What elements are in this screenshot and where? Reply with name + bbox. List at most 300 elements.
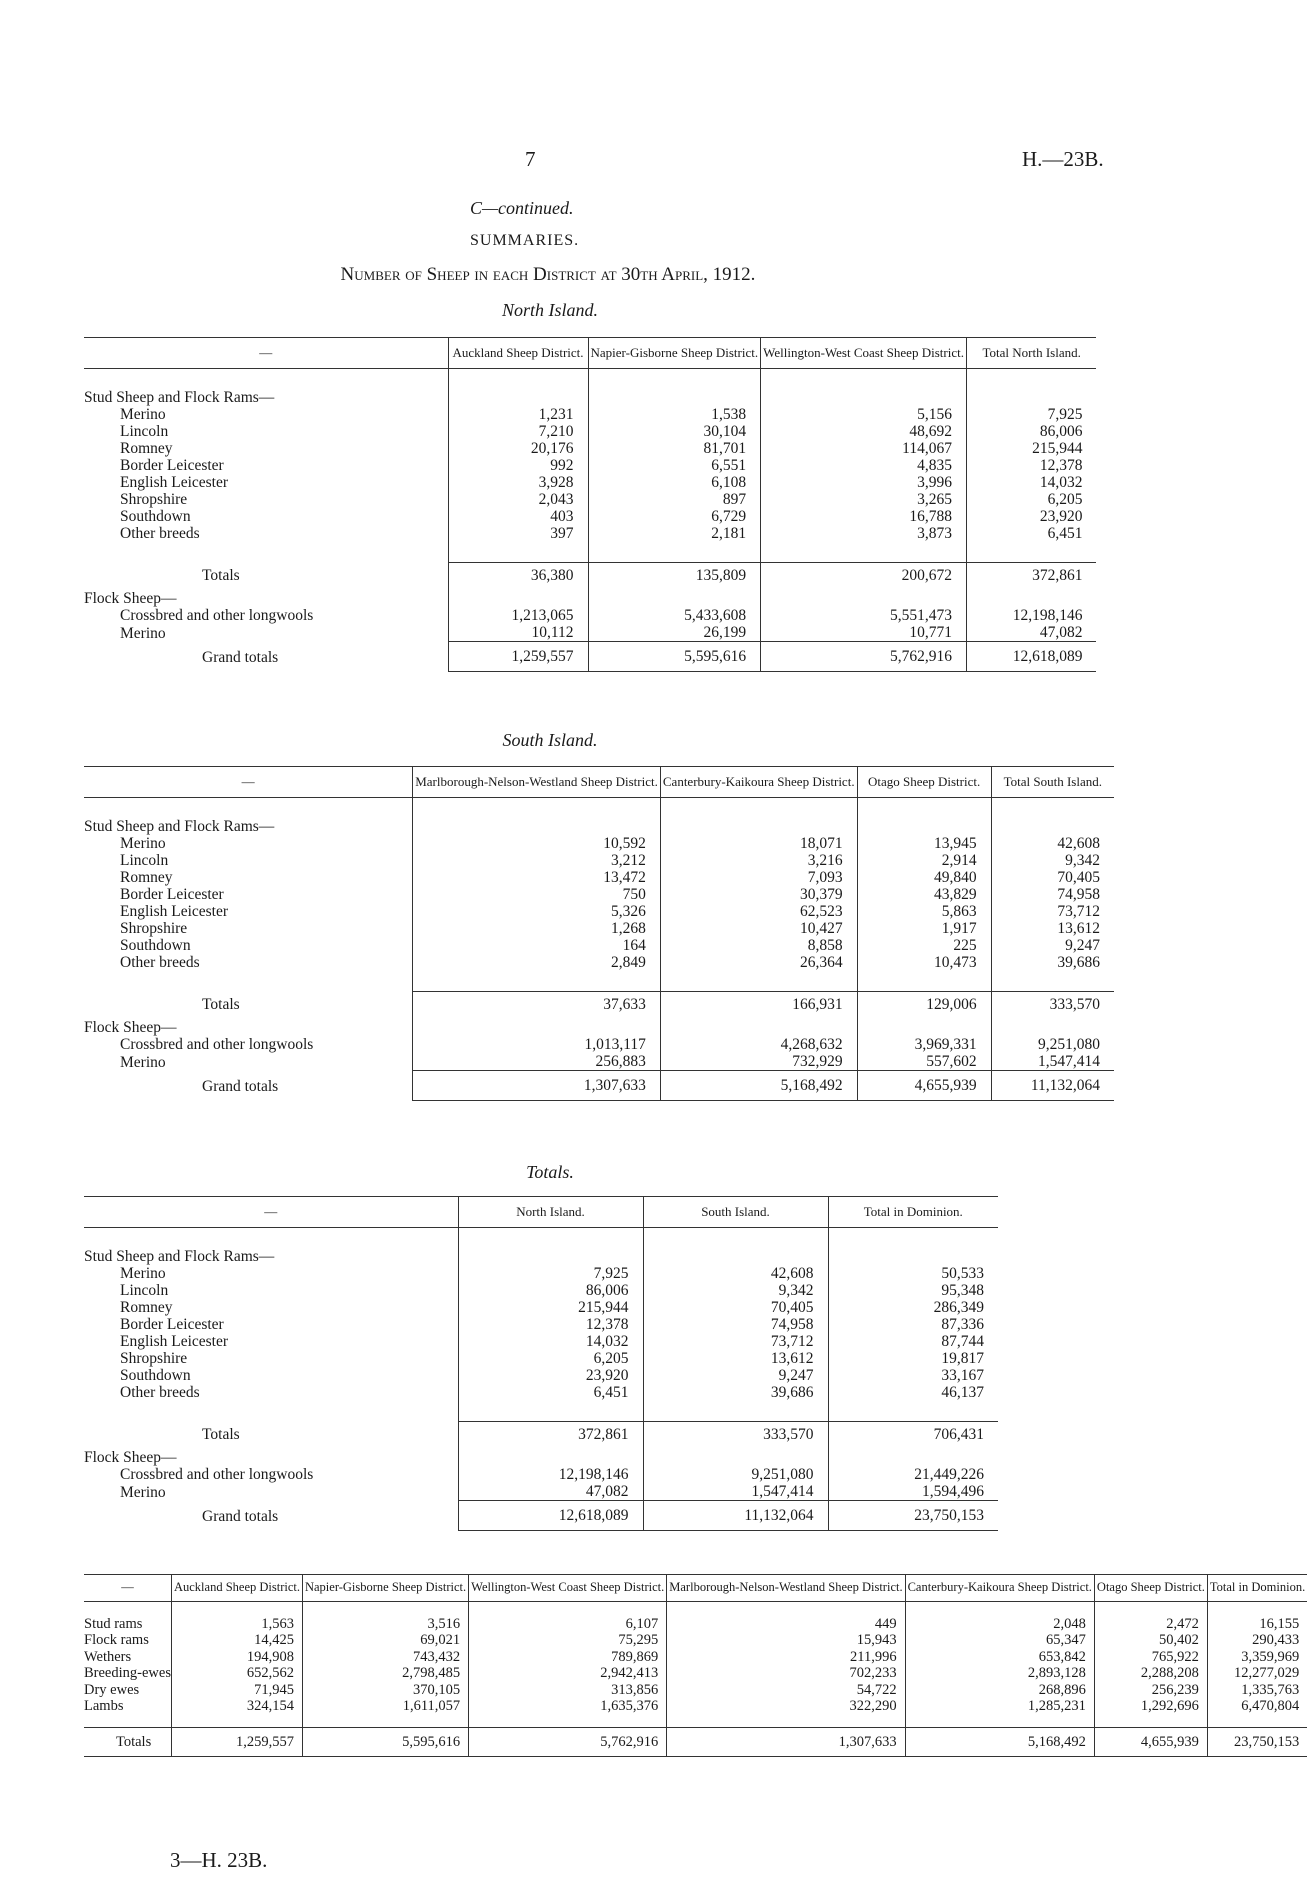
table-row xyxy=(84,1649,1307,1666)
table-row xyxy=(84,406,1096,423)
cell-value: 9,342 xyxy=(991,852,1114,869)
cell-value: 23,920 xyxy=(458,1367,643,1384)
total-value: 4,655,939 xyxy=(1094,1727,1207,1757)
totals-row xyxy=(84,1422,998,1450)
row-label: Stud rams xyxy=(84,1615,143,1632)
column-header: Otago Sheep District. xyxy=(1094,1575,1207,1602)
page-number: 7 xyxy=(525,147,536,171)
cell-value: 194,908 xyxy=(171,1649,302,1666)
totals-label: Totals xyxy=(202,996,240,1013)
row-label: Other breeds xyxy=(120,954,200,971)
row-label: Merino xyxy=(120,624,166,642)
column-header: Otago Sheep District. xyxy=(857,767,991,798)
column-header: Total in Dominion. xyxy=(1207,1575,1307,1602)
cell-value: 403 xyxy=(448,508,588,525)
cell-value: 6,451 xyxy=(458,1384,643,1401)
cell-value: 15,943 xyxy=(667,1632,905,1649)
table-row xyxy=(84,1466,998,1483)
cell-value: 2,942,413 xyxy=(469,1665,667,1682)
cell-value: 10,771 xyxy=(761,624,967,642)
row-label: Crossbred and other longwools xyxy=(120,1036,314,1053)
cell-value: 1,547,414 xyxy=(643,1483,828,1501)
row-label: Dry ewes xyxy=(84,1681,140,1698)
row-label: Border Leicester xyxy=(120,1316,224,1333)
cell-value: 26,364 xyxy=(660,954,857,971)
table-row xyxy=(84,1053,1114,1071)
cell-value: 256,239 xyxy=(1094,1682,1207,1699)
cell-value: 732,929 xyxy=(660,1053,857,1071)
row-label: Crossbred and other longwools xyxy=(120,607,314,624)
cell-value: 2,914 xyxy=(857,852,991,869)
row-label: Lincoln xyxy=(120,1282,169,1299)
grand-total-value: 12,618,089 xyxy=(458,1501,643,1531)
total-value: 5,762,916 xyxy=(469,1727,667,1757)
grand-totals-row xyxy=(84,1071,1114,1101)
row-label: English Leicester xyxy=(120,474,229,491)
cell-value: 13,612 xyxy=(643,1350,828,1367)
south-island-table xyxy=(84,766,1114,1101)
cell-value: 19,817 xyxy=(828,1350,998,1367)
cell-value: 9,247 xyxy=(643,1367,828,1384)
row-label: Other breeds xyxy=(120,525,200,542)
cell-value: 9,251,080 xyxy=(643,1466,828,1483)
total-value: 1,259,557 xyxy=(171,1727,302,1757)
cell-value: 449 xyxy=(667,1616,905,1633)
cell-value: 2,048 xyxy=(905,1616,1094,1633)
total-value: 36,380 xyxy=(448,563,588,591)
table-row xyxy=(84,440,1096,457)
cell-value: 5,863 xyxy=(857,903,991,920)
table-row xyxy=(84,1350,998,1367)
total-value: 23,750,153 xyxy=(1207,1727,1307,1757)
grand-total-value: 5,595,616 xyxy=(588,642,761,672)
row-label: English Leicester xyxy=(120,903,229,920)
table-row xyxy=(84,1483,998,1501)
table-row xyxy=(84,1333,998,1350)
cell-value: 557,602 xyxy=(857,1053,991,1071)
cell-value: 86,006 xyxy=(966,423,1096,440)
summaries-heading: SUMMARIES. xyxy=(470,232,580,249)
totals-label: Totals xyxy=(202,567,240,584)
group-label: Flock Sheep— xyxy=(84,1019,177,1036)
grand-total-value: 5,762,916 xyxy=(761,642,967,672)
cell-value: 1,335,763 xyxy=(1207,1682,1307,1699)
cell-value: 1,231 xyxy=(448,406,588,423)
cell-value: 322,290 xyxy=(667,1698,905,1715)
cell-value: 750 xyxy=(413,886,661,903)
group-label: Flock Sheep— xyxy=(84,1449,177,1466)
cell-value: 370,105 xyxy=(302,1682,468,1699)
cell-value: 3,516 xyxy=(302,1616,468,1633)
table-row xyxy=(84,1665,1307,1682)
cell-value: 1,538 xyxy=(588,406,761,423)
cell-value: 23,920 xyxy=(966,508,1096,525)
cell-value: 12,277,029 xyxy=(1207,1665,1307,1682)
row-label: Southdown xyxy=(120,1367,191,1384)
cell-value: 8,858 xyxy=(660,937,857,954)
cell-value: 62,523 xyxy=(660,903,857,920)
grand-total-value: 5,168,492 xyxy=(660,1071,857,1101)
table-row xyxy=(84,607,1096,624)
cell-value: 13,945 xyxy=(857,835,991,852)
cell-value: 13,472 xyxy=(413,869,661,886)
cell-value: 6,107 xyxy=(469,1616,667,1633)
table-row xyxy=(84,903,1114,920)
cell-value: 86,006 xyxy=(458,1282,643,1299)
table-row xyxy=(84,1265,998,1282)
column-header: Wellington-West Coast Sheep District. xyxy=(469,1575,667,1602)
north-island-title: North Island. xyxy=(501,300,598,320)
cell-value: 2,288,208 xyxy=(1094,1665,1207,1682)
cell-value: 992 xyxy=(448,457,588,474)
row-label: Lincoln xyxy=(120,852,169,869)
cell-value: 225 xyxy=(857,937,991,954)
cell-value: 2,472 xyxy=(1094,1616,1207,1633)
cell-value: 397 xyxy=(448,525,588,542)
cell-value: 7,925 xyxy=(458,1265,643,1282)
totals-label: Totals xyxy=(202,1426,240,1443)
cell-value: 26,199 xyxy=(588,624,761,642)
group-label: Stud Sheep and Flock Rams— xyxy=(84,1248,275,1265)
total-value: 706,431 xyxy=(828,1422,998,1450)
totals-row xyxy=(84,992,1114,1020)
cell-value: 70,405 xyxy=(643,1299,828,1316)
cell-value: 3,216 xyxy=(660,852,857,869)
table-row xyxy=(84,1316,998,1333)
row-label: Romney xyxy=(120,869,173,886)
cell-value: 47,082 xyxy=(966,624,1096,642)
cell-value: 10,112 xyxy=(448,624,588,642)
column-header: Canterbury-Kaikoura Sheep District. xyxy=(905,1575,1094,1602)
column-header: Total South Island. xyxy=(991,767,1114,798)
cell-value: 39,686 xyxy=(643,1384,828,1401)
row-label: Romney xyxy=(120,440,173,457)
row-label: Merino xyxy=(120,835,166,852)
cell-value: 30,379 xyxy=(660,886,857,903)
cell-value: 71,945 xyxy=(171,1682,302,1699)
cell-value: 12,378 xyxy=(966,457,1096,474)
table-row xyxy=(84,1036,1114,1053)
cell-value: 48,692 xyxy=(761,423,967,440)
cell-value: 215,944 xyxy=(458,1299,643,1316)
cell-value: 3,212 xyxy=(413,852,661,869)
column-header: Marlborough-Nelson-Westland Sheep District. xyxy=(667,1575,905,1602)
cell-value: 290,433 xyxy=(1207,1632,1307,1649)
table-row xyxy=(84,852,1114,869)
cell-value: 74,958 xyxy=(991,886,1114,903)
grand-total-value: 11,132,064 xyxy=(643,1501,828,1531)
totals-label: Totals xyxy=(84,1727,171,1757)
cell-value: 653,842 xyxy=(905,1649,1094,1666)
cell-value: 16,155 xyxy=(1207,1616,1307,1633)
district-breakdown-table xyxy=(84,1574,1307,1757)
cell-value: 95,348 xyxy=(828,1282,998,1299)
cell-value: 1,292,696 xyxy=(1094,1698,1207,1715)
cell-value: 12,198,146 xyxy=(458,1466,643,1483)
continued-label: C—continued. xyxy=(470,198,574,218)
cell-value: 3,265 xyxy=(761,491,967,508)
row-label: Shropshire xyxy=(120,491,188,508)
cell-value: 33,167 xyxy=(828,1367,998,1384)
cell-value: 14,032 xyxy=(966,474,1096,491)
cell-value: 14,032 xyxy=(458,1333,643,1350)
cell-value: 2,893,128 xyxy=(905,1665,1094,1682)
grand-totals-row xyxy=(84,1501,998,1531)
row-label: Shropshire xyxy=(120,920,188,937)
cell-value: 324,154 xyxy=(171,1698,302,1715)
cell-value: 50,533 xyxy=(828,1265,998,1282)
table-row xyxy=(84,508,1096,525)
cell-value: 789,869 xyxy=(469,1649,667,1666)
column-header: Auckland Sheep District. xyxy=(448,338,588,369)
cell-value: 20,176 xyxy=(448,440,588,457)
cell-value: 2,181 xyxy=(588,525,761,542)
column-header: North Island. xyxy=(458,1197,643,1228)
cell-value: 1,563 xyxy=(171,1616,302,1633)
grand-total-value: 1,307,633 xyxy=(413,1071,661,1101)
cell-value: 2,798,485 xyxy=(302,1665,468,1682)
cell-value: 12,198,146 xyxy=(966,607,1096,624)
cell-value: 256,883 xyxy=(413,1053,661,1071)
grand-total-value: 4,655,939 xyxy=(857,1071,991,1101)
cell-value: 13,612 xyxy=(991,920,1114,937)
total-value: 166,931 xyxy=(660,992,857,1020)
cell-value: 46,137 xyxy=(828,1384,998,1401)
cell-value: 43,829 xyxy=(857,886,991,903)
cell-value: 14,425 xyxy=(171,1632,302,1649)
table-row xyxy=(84,474,1096,491)
total-value: 333,570 xyxy=(643,1422,828,1450)
cell-value: 5,433,608 xyxy=(588,607,761,624)
cell-value: 164 xyxy=(413,937,661,954)
column-header: Napier-Gisborne Sheep District. xyxy=(302,1575,468,1602)
row-label: Shropshire xyxy=(120,1350,188,1367)
cell-value: 3,969,331 xyxy=(857,1036,991,1053)
cell-value: 39,686 xyxy=(991,954,1114,971)
total-value: 1,307,633 xyxy=(667,1727,905,1757)
cell-value: 765,922 xyxy=(1094,1649,1207,1666)
table-row xyxy=(84,835,1114,852)
row-label: Merino xyxy=(120,1265,166,1282)
cell-value: 6,470,804 xyxy=(1207,1698,1307,1715)
table-row xyxy=(84,1384,998,1401)
cell-value: 81,701 xyxy=(588,440,761,457)
column-header: Napier-Gisborne Sheep District. xyxy=(588,338,761,369)
table-row xyxy=(84,525,1096,542)
cell-value: 6,205 xyxy=(458,1350,643,1367)
table-row xyxy=(84,423,1096,440)
cell-value: 5,156 xyxy=(761,406,967,423)
column-header: Marlborough-Nelson-Westland Sheep District. xyxy=(413,767,661,798)
cell-value: 49,840 xyxy=(857,869,991,886)
cell-value: 313,856 xyxy=(469,1682,667,1699)
cell-value: 21,449,226 xyxy=(828,1466,998,1483)
group-label: Stud Sheep and Flock Rams— xyxy=(84,818,275,835)
table-row xyxy=(84,1299,998,1316)
cell-value: 74,958 xyxy=(643,1316,828,1333)
cell-value: 6,205 xyxy=(966,491,1096,508)
grand-total-value: 23,750,153 xyxy=(828,1501,998,1531)
footer-reference: 3—H. 23B. xyxy=(170,1848,268,1872)
column-header: South Island. xyxy=(643,1197,828,1228)
cell-value: 1,268 xyxy=(413,920,661,937)
cell-value: 1,917 xyxy=(857,920,991,937)
cell-value: 69,021 xyxy=(302,1632,468,1649)
cell-value: 3,359,969 xyxy=(1207,1649,1307,1666)
cell-value: 18,071 xyxy=(660,835,857,852)
cell-value: 12,378 xyxy=(458,1316,643,1333)
row-label: Crossbred and other longwools xyxy=(120,1466,314,1483)
cell-value: 10,592 xyxy=(413,835,661,852)
cell-value: 75,295 xyxy=(469,1632,667,1649)
cell-value: 1,213,065 xyxy=(448,607,588,624)
column-header: Total in Dominion. xyxy=(828,1197,998,1228)
cell-value: 10,473 xyxy=(857,954,991,971)
total-value: 5,595,616 xyxy=(302,1727,468,1757)
row-label: Breeding-ewes xyxy=(84,1665,171,1681)
cell-value: 73,712 xyxy=(991,903,1114,920)
cell-value: 5,551,473 xyxy=(761,607,967,624)
cell-value: 5,326 xyxy=(413,903,661,920)
column-header: Wellington-West Coast Sheep District. xyxy=(761,338,967,369)
row-label: Wethers xyxy=(84,1648,132,1665)
row-label: Lincoln xyxy=(120,423,169,440)
cell-value: 1,594,496 xyxy=(828,1483,998,1501)
table-row xyxy=(84,920,1114,937)
cell-value: 743,432 xyxy=(302,1649,468,1666)
grand-total-value: 11,132,064 xyxy=(991,1071,1114,1101)
cell-value: 286,349 xyxy=(828,1299,998,1316)
table-row xyxy=(84,1632,1307,1649)
total-value: 372,861 xyxy=(458,1422,643,1450)
cell-value: 215,944 xyxy=(966,440,1096,457)
totals-row xyxy=(84,563,1096,591)
cell-value: 42,608 xyxy=(643,1265,828,1282)
grand-total-value: 1,259,557 xyxy=(448,642,588,672)
cell-value: 702,233 xyxy=(667,1665,905,1682)
cell-value: 114,067 xyxy=(761,440,967,457)
grand-totals-label: Grand totals xyxy=(202,1077,279,1095)
total-value: 200,672 xyxy=(761,563,967,591)
table-row xyxy=(84,624,1096,642)
cell-value: 7,925 xyxy=(966,406,1096,423)
cell-value: 1,611,057 xyxy=(302,1698,468,1715)
row-label: Southdown xyxy=(120,508,191,525)
south-island-title: South Island. xyxy=(502,730,598,750)
cell-value: 3,928 xyxy=(448,474,588,491)
main-title: Number of Sheep in each District at 30th April, 1912. xyxy=(340,264,756,285)
row-label: English Leicester xyxy=(120,1333,229,1350)
cell-value: 9,247 xyxy=(991,937,1114,954)
total-value: 333,570 xyxy=(991,992,1114,1020)
cell-value: 54,722 xyxy=(667,1682,905,1699)
grand-total-value: 12,618,089 xyxy=(966,642,1096,672)
cell-value: 3,996 xyxy=(761,474,967,491)
total-value: 129,006 xyxy=(857,992,991,1020)
cell-value: 897 xyxy=(588,491,761,508)
total-value: 37,633 xyxy=(413,992,661,1020)
row-label: Merino xyxy=(120,1483,166,1501)
cell-value: 652,562 xyxy=(171,1665,302,1682)
cell-value: 2,849 xyxy=(413,954,661,971)
cell-value: 87,744 xyxy=(828,1333,998,1350)
cell-value: 9,251,080 xyxy=(991,1036,1114,1053)
cell-value: 70,405 xyxy=(991,869,1114,886)
table-row xyxy=(84,1367,998,1384)
cell-value: 268,896 xyxy=(905,1682,1094,1699)
cell-value: 42,608 xyxy=(991,835,1114,852)
row-label: Merino xyxy=(120,1053,166,1071)
table-row xyxy=(84,1698,1307,1715)
cell-value: 7,210 xyxy=(448,423,588,440)
cell-value: 211,996 xyxy=(667,1649,905,1666)
cell-value: 1,547,414 xyxy=(991,1053,1114,1071)
row-label: Merino xyxy=(120,406,166,423)
table-row xyxy=(84,1682,1307,1699)
cell-value: 65,347 xyxy=(905,1632,1094,1649)
cell-value: 7,093 xyxy=(660,869,857,886)
blank-header: — xyxy=(84,338,448,369)
cell-value: 6,551 xyxy=(588,457,761,474)
table-row xyxy=(84,886,1114,903)
row-label: Border Leicester xyxy=(120,457,224,474)
cell-value: 47,082 xyxy=(458,1483,643,1501)
cell-value: 87,336 xyxy=(828,1316,998,1333)
north-island-table xyxy=(84,337,1096,672)
total-value: 372,861 xyxy=(966,563,1096,591)
cell-value: 50,402 xyxy=(1094,1632,1207,1649)
row-label: Southdown xyxy=(120,937,191,954)
document-reference: H.—23B. xyxy=(1022,147,1104,171)
row-label: Romney xyxy=(120,1299,173,1316)
cell-value: 1,285,231 xyxy=(905,1698,1094,1715)
cell-value: 73,712 xyxy=(643,1333,828,1350)
cell-value: 1,013,117 xyxy=(413,1036,661,1053)
row-label: Other breeds xyxy=(120,1384,200,1401)
total-value: 135,809 xyxy=(588,563,761,591)
blank-header: — xyxy=(84,1197,458,1228)
cell-value: 4,268,632 xyxy=(660,1036,857,1053)
table-row xyxy=(84,1616,1307,1633)
cell-value: 10,427 xyxy=(660,920,857,937)
cell-value: 6,108 xyxy=(588,474,761,491)
column-header: Auckland Sheep District. xyxy=(171,1575,302,1602)
table-row xyxy=(84,457,1096,474)
table-row xyxy=(84,869,1114,886)
cell-value: 6,451 xyxy=(966,525,1096,542)
table-row xyxy=(84,1282,998,1299)
total-value: 5,168,492 xyxy=(905,1727,1094,1757)
group-label: Stud Sheep and Flock Rams— xyxy=(84,389,275,406)
cell-value: 30,104 xyxy=(588,423,761,440)
cell-value: 2,043 xyxy=(448,491,588,508)
cell-value: 16,788 xyxy=(761,508,967,525)
cell-value: 1,635,376 xyxy=(469,1698,667,1715)
cell-value: 9,342 xyxy=(643,1282,828,1299)
cell-value: 4,835 xyxy=(761,457,967,474)
grand-totals-label: Grand totals xyxy=(202,648,279,666)
totals-table xyxy=(84,1196,998,1531)
blank-header: — xyxy=(84,767,413,798)
blank-header: — xyxy=(84,1575,171,1602)
table-row xyxy=(84,954,1114,971)
row-label: Border Leicester xyxy=(120,886,224,903)
cell-value: 3,873 xyxy=(761,525,967,542)
group-label: Flock Sheep— xyxy=(84,590,177,607)
totals-row xyxy=(84,1727,1307,1757)
column-header: Canterbury-Kaikoura Sheep District. xyxy=(660,767,857,798)
row-label: Lambs xyxy=(84,1698,124,1714)
